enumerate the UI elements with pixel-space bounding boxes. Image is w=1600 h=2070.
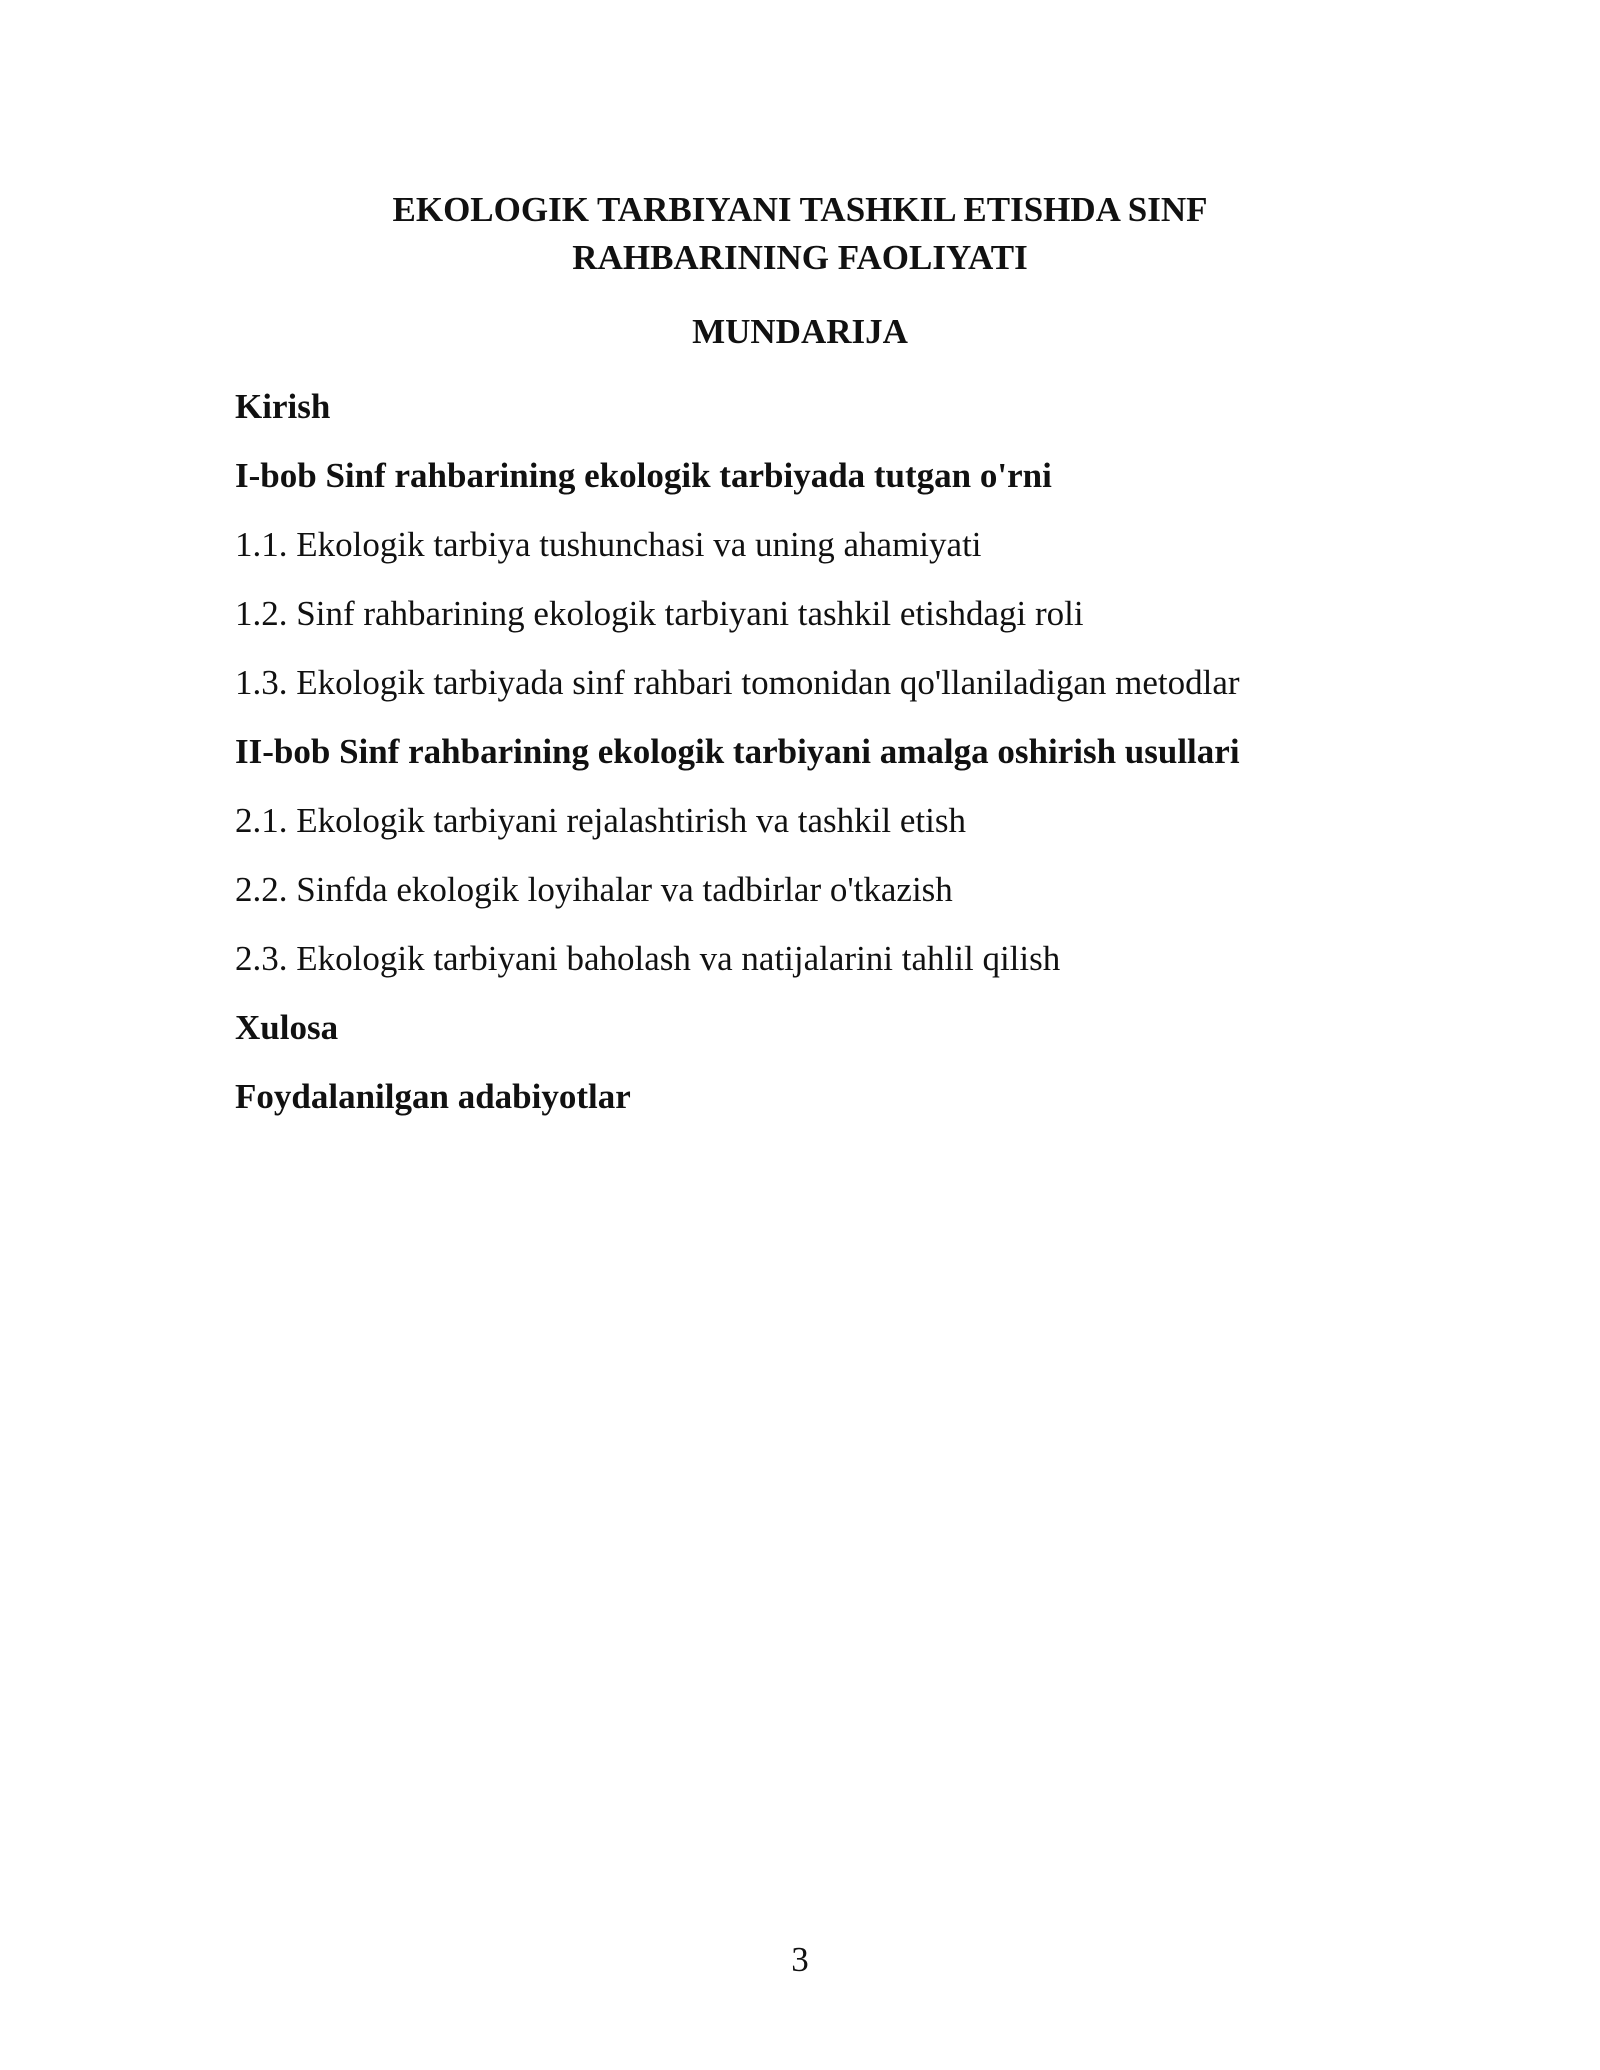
document-title — [0, 186, 1600, 282]
toc-item-1-3: 1.3. Ekologik tarbiyada sinf rahbari tomonidan qo'llaniladigan metodlar — [235, 663, 1240, 702]
toc-item-chapter-2: II-bob Sinf rahbarining ekologik tarbiyani amalga oshirish usullari — [235, 732, 1240, 771]
toc-item-1-1: 1.1. Ekologik tarbiya tushunchasi va uning ahamiyati — [235, 525, 982, 564]
contents-heading: MUNDARIJA — [692, 312, 908, 351]
toc-item-2-3: 2.3. Ekologik tarbiyani baholash va natijalarini tahlil qilish — [235, 939, 1061, 978]
toc-item-1-2: 1.2. Sinf rahbarining ekologik tarbiyani tashkil etishdagi roli — [235, 594, 1084, 633]
title-line-1: EKOLOGIK TARBIYANI TASHKIL ETISHDA SINF — [392, 190, 1208, 229]
page-number: 3 — [791, 1940, 809, 1979]
toc-item-2-2: 2.2. Sinfda ekologik loyihalar va tadbirlar o'tkazish — [235, 870, 953, 909]
toc-item-kirish: Kirish — [235, 387, 331, 426]
toc-item-2-1: 2.1. Ekologik tarbiyani rejalashtirish va tashkil etish — [235, 801, 966, 840]
title-line-2: RAHBARINING FAOLIYATI — [572, 238, 1028, 277]
toc-item-chapter-1: I-bob Sinf rahbarining ekologik tarbiyada tutgan o'rni — [235, 456, 1052, 495]
toc-item-references: Foydalanilgan adabiyotlar — [235, 1077, 631, 1116]
toc-item-xulosa: Xulosa — [235, 1008, 339, 1047]
